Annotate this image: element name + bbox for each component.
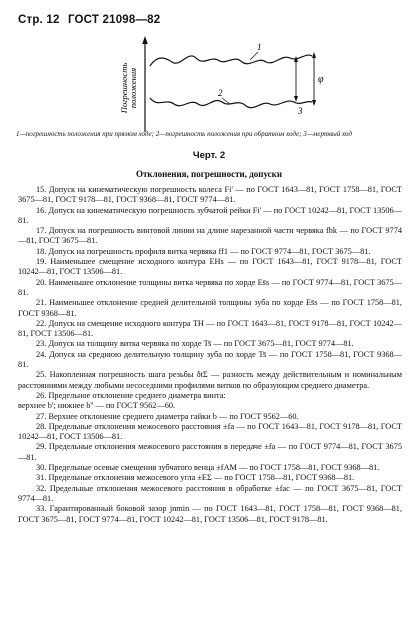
item-22: 22. Допуск на смещение исходного контура TH — по ГОСТ 1643—81, ГОСТ 9178—81, ГОСТ 10242—81, ГОСТ 13506—81. bbox=[18, 318, 402, 339]
item-16: 16. Допуск на кинематическую погрешность зубчатой рейки Fi' — по ГОСТ 10242—81, ГОСТ 13506—81. bbox=[18, 205, 402, 225]
item-20: 20. Наименьшее отклонение толщины витка червяка по хорде Es̄s — по ГОСТ 9774—81, ГОСТ 3675—81. bbox=[18, 277, 402, 297]
item-30: 30. Предельные осевые смещения зубчатого венца ±fAM — по ГОСТ 1758—81, ГОСТ 9368—81. bbox=[36, 463, 380, 473]
figure-label-fp: φ bbox=[318, 74, 324, 85]
figure-y-label bbox=[119, 63, 138, 115]
figure-y-axis-arrow bbox=[142, 36, 148, 44]
item-23: 23. Допуск на толщину витка червяка по хорде Ts̄ — по ГОСТ 3675—81, ГОСТ 9774—81. bbox=[36, 339, 354, 349]
item-26: 26. Предельное отклонение среднего диаметра винта: bbox=[36, 390, 226, 400]
item-24: 24. Допуск на среднюю делительную толщину зуба по хорде Ts̄ — по ГОСТ 1758—81, ГОСТ 9368—81. bbox=[18, 349, 402, 370]
item-29: 29. Предельные отклонения межосевого расстояния в передаче ±fa — по ГОСТ 9774—81, ГОСТ 3675—81. bbox=[18, 442, 402, 462]
item-27: 27. Верхнее отклонение среднего диаметра гайки b — по ГОСТ 9562—60. bbox=[36, 411, 299, 421]
item-33: 33. Гарантированный боковой зазор jnmin — по ГОСТ 1643—81, ГОСТ 1758—81, ГОСТ 9368—81, ГОСТ 3675—81, ГОСТ 9774—81, ГОСТ 10242—81, ГОСТ 13506—81, ГОСТ 9178—81. bbox=[18, 504, 402, 524]
page-header bbox=[18, 14, 160, 26]
figure-y-label-line2: положения bbox=[128, 67, 138, 109]
figure-caption: 1—погрешность положения при прямом ходе; 2—погрешность положения при обратном ходе; 3—мертвый ход bbox=[16, 130, 352, 138]
item-28: 28. Предельные отклонения межосевого расстояния ±fa — по ГОСТ 1643—81, ГОСТ 9178—81, ГОСТ 10242—81, ГОСТ 13506—81. bbox=[18, 421, 402, 442]
item-21: 21. Наименьшее отклонение средней делительной толщины зуба по хорде Es̄s — по ГОСТ 1758—81, ГОСТ 9368—81. bbox=[18, 298, 402, 318]
item-31: 31. Предельные отклонения межосевого угла ±EΣ — по ГОСТ 1758—81, ГОСТ 9368—81. bbox=[36, 473, 355, 483]
page-number: Стр. 12 bbox=[18, 14, 60, 26]
figure-label-3: 3 bbox=[298, 106, 303, 116]
item-32: 32. Предельные отклонения межосевого расстояния в обработке ±fac — по ГОСТ 3675—81, ГОСТ 9774—81. bbox=[18, 483, 402, 503]
position-error-figure bbox=[0, 36, 418, 134]
item-19: 19. Наименьшее смещение исходного контура EHs — по ГОСТ 1643—81, ГОСТ 9178—81, ГОСТ 10242—81, ГОСТ 13506—81. bbox=[18, 257, 402, 277]
figure-y-label-line1: Погрешность bbox=[119, 62, 129, 114]
item-25: 25. Накопленная погрешность шага резьбы δtΣ — разность между действительным и номинальным расстояниями между любыми несоседними профилями витков по образующим среднего диаметра. bbox=[18, 370, 402, 390]
figure-number: Черт. 2 bbox=[192, 150, 226, 161]
figure-label-2: 2 bbox=[218, 88, 223, 98]
item-18: 18. Допуск на погрешность профиля витка червяка ff1 — по ГОСТ 9774—81, ГОСТ 3675—81. bbox=[36, 246, 371, 256]
standard-code: ГОСТ 21098—82 bbox=[67, 14, 161, 26]
item-17: 17. Допуск на погрешность винтовой линии на длине нарезанной части червяка fhk — по ГОСТ 9774—81, ГОСТ 3675—81. bbox=[18, 226, 402, 246]
item-15: 15. Допуск на кинематическую погрешность колеса Fi' — по ГОСТ 1643—81, ГОСТ 1758—81, ГОСТ 3675—81, ГОСТ 9178—81, ГОСТ 9368—81, ГОСТ 9774—81. bbox=[18, 185, 402, 205]
item-26-detail: верхнее b'; нижнее b'' — по ГОСТ 9562—60. bbox=[18, 401, 176, 411]
document-body bbox=[18, 185, 402, 525]
curve-forward-travel bbox=[150, 55, 312, 66]
curve-reverse-travel bbox=[150, 98, 312, 108]
figure-label-1: 1 bbox=[257, 42, 262, 52]
section-title: Отклонения, погрешности, допуски bbox=[135, 169, 283, 179]
